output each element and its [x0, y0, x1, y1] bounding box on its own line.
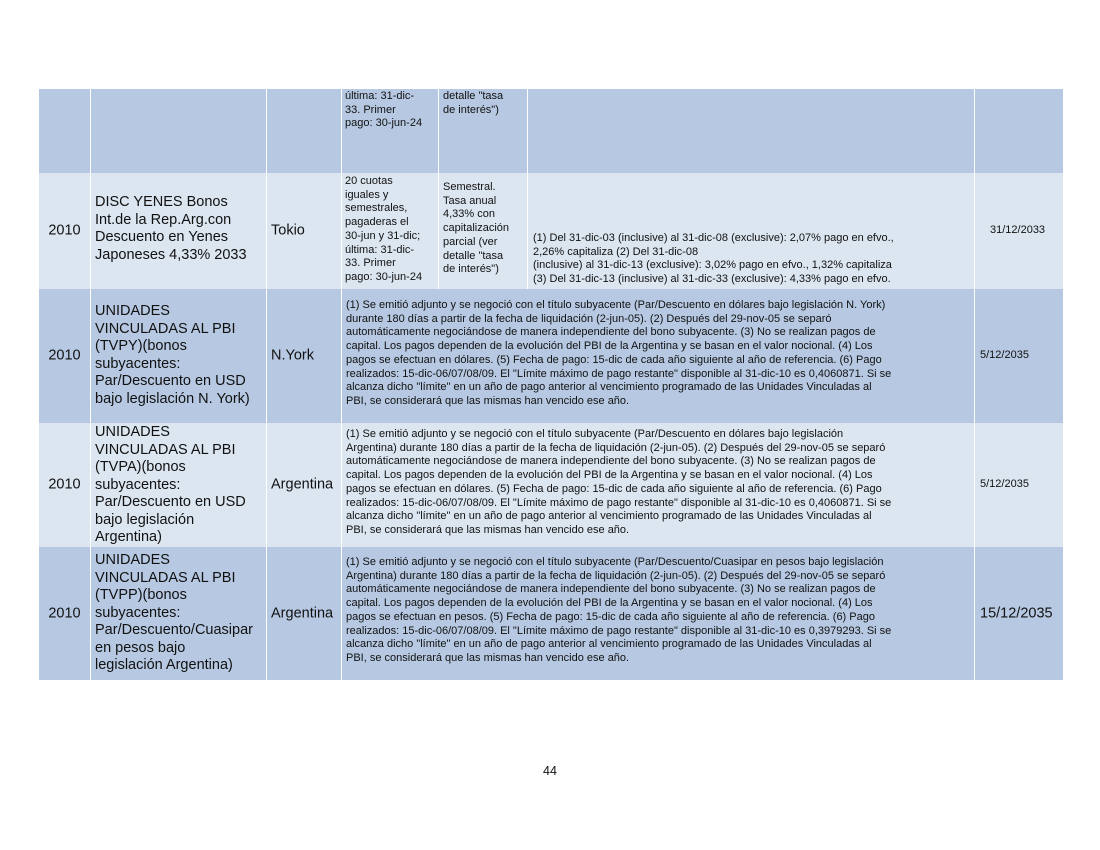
- amortization-cell: [342, 173, 439, 289]
- year-text: 2010: [48, 347, 81, 364]
- notes-text: (1) Se emitió adjunto y se negoció con el título subyacente (Par/Descuento/Cuasipar en pesos bajo legislación Argentina) durante 180 días a partir de la fecha de liquidación (2-jun-05). (2) Después del 29-nov-05 se separó automáticamente negociándose de manera independiente del bono subyacente. (3) No se realizan pagos de capital. Los pagos dependen de la evolución del PBI de la Argentina y se basan en el valor nocional. (4) Los pagos se efectuan en pesos. (5) Fecha de pago: 15-dic de cada año siguiente al año de referencia. (6) Pago realizados: 15-dic-06/07/08/09. El "Límite máximo de pago restante" disponible al 31-dic-10 es 0,3979293. Si se alcanza dicho "límite" en un año de pago anterior al vencimiento programado de las Unidades Vinculadas al PBI, se considerará que las mismas han vencido ese año.: [346, 556, 892, 664]
- place-text: Tokio: [271, 222, 305, 239]
- maturity-text: 15/12/2035: [980, 604, 1053, 621]
- notes-text: (1) Se emitió adjunto y se negoció con el título subyacente (Par/Descuento en dólares bajo legislación Argentina) durante 180 días a partir de la fecha de liquidación (2-jun-05). (2) Después del 29-nov-05 se separó automáticamente negociándose de manera independiente del bono subyacente. (3) No se realizan pagos de capital. Los pagos dependen de la evolución del PBI de la Argentina y se basan en el valor nocional. (4) Los pagos se efectuan en dólares. (5) Fecha de pago: 15-dic de cada año siguiente al año de referencia. (6) Pago realizados: 15-dic-06/07/08/09. El "Límite máximo de pago restante" disponible al 31-dic-10 es 0,4060871. Si se alcanza dicho "límite" en un año de pago anterior al vencimiento programado de las Unidades Vinculadas al PBI, se considerará que las mismas han vencido ese año.: [346, 428, 892, 536]
- maturity-cell: [975, 173, 1064, 289]
- notes-text: (1) Se emitió adjunto y se negoció con el título subyacente (Par/Descuento en dólares bajo legislación N. York) durante 180 días a partir de la fecha de liquidación (2-jun-05). (2) Después del 29-nov-05 se separó automáticamente negociándose de manera independiente del bono subyacente. (3) No se realizan pagos de capital. Los pagos dependen de la evolución del PBI de la Argentina y se basan en el valor nocional. (4) Los pagos se efectuan en dólares. (5) Fecha de pago: 15-dic de cada año siguiente al año de referencia. (6) Pago realizados: 15-dic-06/07/08/09. El "Límite máximo de pago restante" disponible al 31-dic-10 es 0,4060871. Si se alcanza dicho "límite" en un año de pago anterior al vencimiento programado de las Unidades Vinculadas al PBI, se considerará que las mismas han vencido ese año.: [346, 299, 892, 407]
- notes-cell: [528, 173, 975, 289]
- amortization-cell: [342, 89, 439, 173]
- bond-name-text: UNIDADES VINCULADAS AL PBI (TVPY)(bonos subyacentes: Par/Descuento en USD bajo legislación N. York): [95, 303, 250, 407]
- year-cell: [39, 173, 91, 289]
- place-cell: [267, 547, 342, 680]
- table-row: [39, 173, 1064, 289]
- place-cell: [267, 423, 342, 547]
- place-cell: [267, 289, 342, 423]
- maturity-text: 5/12/2035: [980, 349, 1029, 362]
- name-cell: [91, 423, 267, 547]
- table-row: [39, 89, 1064, 173]
- table-row: [39, 423, 1064, 547]
- year-text: 2010: [48, 222, 81, 239]
- maturity-cell: [975, 547, 1064, 680]
- name-cell: [91, 173, 267, 289]
- name-cell: [91, 89, 267, 173]
- maturity-cell: [975, 89, 1064, 173]
- place-text: N.York: [271, 347, 314, 364]
- bond-name-text: UNIDADES VINCULADAS AL PBI (TVPA)(bonos subyacentes: Par/Descuento en USD bajo legislación Argentina): [95, 424, 246, 545]
- maturity-cell: [975, 289, 1064, 423]
- maturity-text: 5/12/2035: [980, 478, 1029, 491]
- amortization-text: 20 cuotas iguales y semestrales, pagaderas el 30-jun y 31-dic; última: 31-dic- 33. Primer pago: 30-jun-24: [345, 175, 423, 283]
- notes-cell: [342, 423, 975, 547]
- interest-text: Semestral. Tasa anual 4,33% con capitalización parcial (ver detalle "tasa de interés"): [443, 181, 510, 276]
- year-cell: [39, 547, 91, 680]
- name-cell: [91, 547, 267, 680]
- interest-cell: [439, 173, 528, 289]
- notes-text: (1) Del 31-dic-03 (inclusive) al 31-dic-08 (exclusive): 2,07% pago en efvo., 2,26% capitaliza (2) Del 31-dic-08 (inclusive) al 31-dic-13 (exclusive): 3,02% pago en efvo., 1,32% capitaliza (3) Del 31-dic-13 (inclusive) al 31-dic-33 (exclusive): 4,33% pago en efvo.: [533, 232, 894, 286]
- maturity-cell: [975, 423, 1064, 547]
- page-number: 44: [543, 764, 557, 778]
- year-text: 2010: [48, 476, 81, 493]
- bond-name-text: DISC YENES Bonos Int.de la Rep.Arg.con Descuento en Yenes Japoneses 4,33% 2033: [95, 194, 247, 263]
- table-row: [39, 547, 1064, 680]
- name-cell: [91, 289, 267, 423]
- maturity-text: 31/12/2033: [990, 224, 1046, 236]
- year-cell: [39, 289, 91, 423]
- interest-cell: [439, 89, 528, 173]
- notes-cell: [528, 89, 975, 173]
- interest-text: detalle "tasa de interés"): [443, 90, 504, 116]
- place-cell: [267, 89, 342, 173]
- notes-cell: [342, 547, 975, 680]
- notes-cell: [342, 289, 975, 423]
- year-cell: [39, 423, 91, 547]
- amortization-text: última: 31-dic- 33. Primer pago: 30-jun-24: [345, 90, 423, 130]
- place-cell: [267, 173, 342, 289]
- year-text: 2010: [48, 604, 81, 621]
- place-text: Argentina: [271, 476, 334, 493]
- table-row: [39, 289, 1064, 423]
- bond-name-text: UNIDADES VINCULADAS AL PBI (TVPP)(bonos subyacentes: Par/Descuento/Cuasipar en pesos bajo legislación Argentina): [95, 552, 253, 673]
- place-text: Argentina: [271, 604, 334, 621]
- year-cell: [39, 89, 91, 173]
